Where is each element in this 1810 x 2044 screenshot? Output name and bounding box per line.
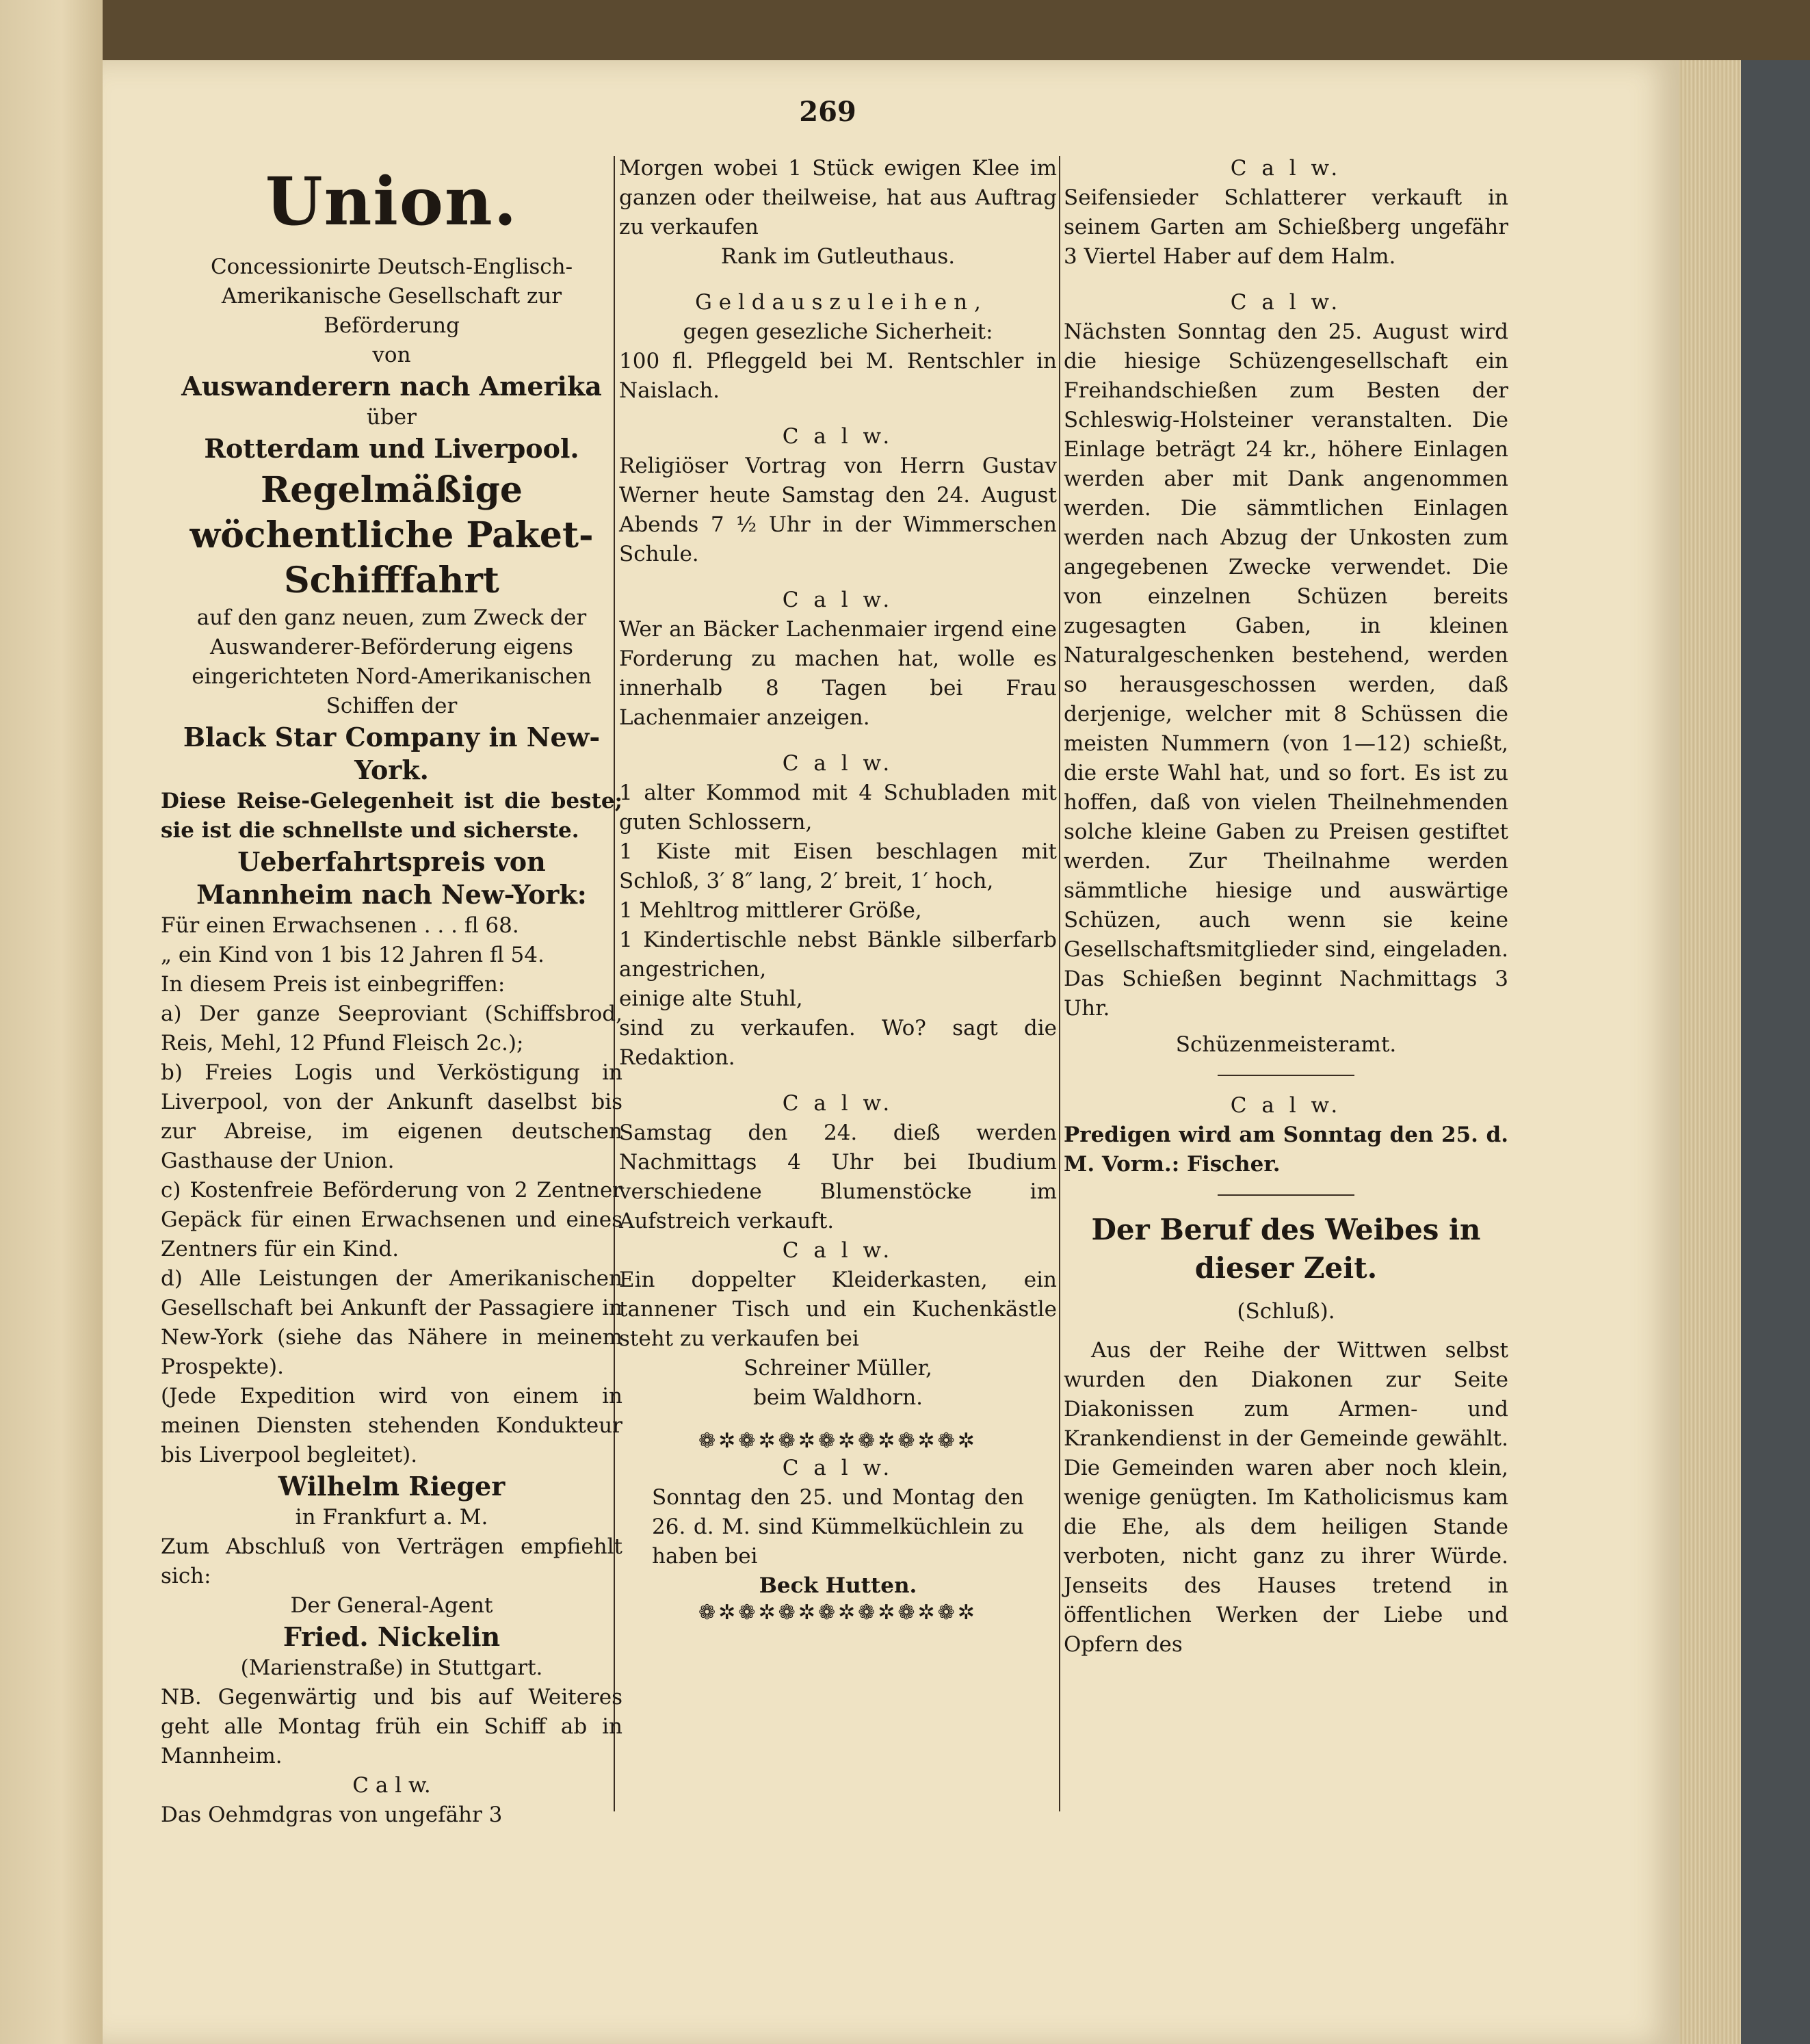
item-d: d) Alle Leistungen der Amerikanischen Gesellschaft bei Ankunft der Passagiere in New-York (siehe das Nähere in meinem Prospekte). xyxy=(161,1266,622,1379)
column-2 xyxy=(619,154,1057,1625)
item-a: a) Der ganze Seeproviant (Schiffsbrod, Reis, Mehl, 12 Pfund Fleisch 2c.); xyxy=(161,1001,622,1056)
agent-city: in Frankfurt a. M. xyxy=(295,1505,488,1530)
union-subtitle: Concessionirte Deutsch-Englisch-Amerikanische Gesellschaft zur Beförderung xyxy=(210,254,573,338)
sale-item-5: einige alte Stuhl, xyxy=(619,986,803,1011)
blumen-text: Samstag den 24. dieß werden Nachmittags 4 Uhr bei Ibudium verschiedene Blumenstöcke im Aufstreich verkauft. xyxy=(619,1121,1057,1233)
predigen-text: Predigen wird am Sonntag den 25. d. M. Vorm.: Fischer. xyxy=(1064,1123,1508,1177)
ornament-border-bottom: ❁✲❁✲❁✲❁✲❁✲❁✲❁✲ xyxy=(698,1601,978,1625)
column-rule-2 xyxy=(1059,156,1060,1811)
schiessen-text: Nächsten Sonntag den 25. August wird die hiesige Schüzengesellschaft ein Freihandschießen zum Besten der Schleswig-Holsteiner veranstalten. Die Einlage beträgt 24 kr., höhere Einlagen werden aber mit Dank angenommen werden. Die sämmtlichen Einlagen werden nach Abzug der Unkosten zum angegebenen Zwecke verwendet. Die von einzelnen Schüzen bereits zugesagten Gaben, in kleinen Naturalgeschenken bestehend, werden so herausgeschossen werden, daß derjenige, welcher mit 8 Schüssen die meisten Nummern (von 1—12) schießt, die erste Wahl hat, und so fort. Es ist zu hoffen, daß von vielen Theilnehmenden solche kleine Gaben zu Preisen gestiftet werden. Zur Theilnahme werden sämmtliche hiesige und auswärtige Schüzen, auch wenn sie keine Gesellschaftsmitglieder sind, eingeladen. Das Schießen beginnt Nachmittags 3 Uhr. xyxy=(1064,319,1508,1021)
ornamental-box xyxy=(619,1429,1057,1625)
expedition-text: (Jede Expedition wird von einem in meinen Diensten stehenden Kondukteur bis Liverpool begleitet). xyxy=(161,1384,622,1467)
ueber-text: über xyxy=(367,405,417,430)
calw-heading: C a l w. xyxy=(782,1091,894,1116)
section-divider xyxy=(1218,1075,1354,1076)
company-name: Black Star Company in New-York. xyxy=(183,722,601,785)
calw-heading: C a l w. xyxy=(352,1773,431,1798)
page-stack-edge xyxy=(1679,60,1741,2044)
geld-heading: G e l d a u s z u l e i h e n , xyxy=(695,290,981,315)
contracts-text: Zum Abschluß von Verträgen empfiehlt sich: xyxy=(161,1534,622,1588)
schiessen-sign: Schüzenmeisteramt. xyxy=(1175,1032,1397,1057)
vortrag-text: Religiöser Vortrag von Herrn Gustav Werner heute Samstag den 24. August Abends 7 ½ Uhr in der Wimmerschen Schule. xyxy=(619,454,1057,566)
oehmdgras-text: Das Oehmdgras von ungefähr 3 xyxy=(161,1803,503,1827)
intro-text: auf den ganz neuen, zum Zweck der Auswanderer-Beförderung eigens eingerichteten Nord-Amerikanischen Schiffen der xyxy=(192,605,592,718)
union-title: Union. xyxy=(265,163,519,240)
claim-text: Diese Reise-Gelegenheit ist die beste; sie ist die schnellste und sicherste. xyxy=(161,789,622,843)
section-divider xyxy=(1218,1194,1354,1196)
klee-sign: Rank im Gutleuthaus. xyxy=(720,244,956,269)
route-heading: Rotterdam und Liverpool. xyxy=(204,433,579,464)
haber-text: Seifensieder Schlatterer verkauft in seinem Garten am Schießberg ungefähr 3 Viertel Haber auf dem Halm. xyxy=(1064,185,1508,269)
article-title: Der Beruf des Weibes in dieser Zeit. xyxy=(1091,1213,1481,1285)
nb-text: NB. Gegenwärtig und bis auf Weiteres geht alle Montag früh ein Schiff ab in Mannheim. xyxy=(161,1685,622,1768)
calw-heading: C a l w. xyxy=(782,1456,894,1480)
price-adult: Für einen Erwachsenen . . . fl 68. xyxy=(161,913,519,938)
calw-heading: C a l w. xyxy=(782,1238,894,1263)
calw-heading: C a l w. xyxy=(782,588,894,612)
sale-item-3: 1 Mehltrog mittlerer Größe, xyxy=(619,898,922,923)
schifffahrt-headline: Regelmäßige wöchentliche Paket-Schifffahrt xyxy=(189,469,594,601)
sale-end: sind zu verkaufen. Wo? sagt die Redaktion. xyxy=(619,1016,1057,1070)
calw-heading: C a l w. xyxy=(1230,290,1342,315)
ornament-border-top: ❁✲❁✲❁✲❁✲❁✲❁✲❁✲ xyxy=(698,1429,978,1453)
agent-name: Wilhelm Rieger xyxy=(278,1471,506,1502)
kasten-sign-2: beim Waldhorn. xyxy=(752,1385,923,1410)
klee-text: Morgen wobei 1 Stück ewigen Klee im ganzen oder theilweise, hat aus Auftrag zu verkaufen xyxy=(619,156,1057,239)
calw-heading: C a l w. xyxy=(1230,1093,1342,1118)
calw-heading: C a l w. xyxy=(782,751,894,776)
general-agent-label: Der General-Agent xyxy=(290,1593,493,1618)
sale-item-1: 1 alter Kommod mit 4 Schubladen mit guten Schlossern, xyxy=(619,781,1057,835)
column-1 xyxy=(161,154,622,1830)
column-3 xyxy=(1064,154,1508,1660)
von-text: von xyxy=(372,343,411,367)
article-subtitle: (Schluß). xyxy=(1237,1299,1335,1324)
article-text: Aus der Reihe der Wittwen selbst wurden den Diakonen zur Seite Diakonissen zum Armen- und Krankendienst in der Gemeinde gewählt. Die Gemeinden waren aber noch klein, wenige genügten. Im Katholicismus kam die Ehe, als dem heiligen Stande verboten, nicht ganz zu ihrer Würde. Jenseits des Hauses tretend in öffentlichen Werken der Liebe und Opfern des xyxy=(1064,1338,1508,1657)
page-number: 269 xyxy=(799,96,856,128)
calw-heading: C a l w. xyxy=(1230,156,1342,181)
kasten-sign-1: Schreiner Müller, xyxy=(744,1356,932,1380)
geld-subheading: gegen gesezliche Sicherheit: xyxy=(683,319,993,344)
sale-item-2: 1 Kiste mit Eisen beschlagen mit Schloß, 3′ 8″ lang, 2′ breit, 1′ hoch, xyxy=(619,839,1057,893)
item-c: c) Kostenfreie Beförderung von 2 Zentner Gepäck für einen Erwachsenen und eines Zentners für ein Kind. xyxy=(161,1178,622,1261)
kuechlein-text: Sonntag den 25. und Montag den 26. d. M. sind Kümmelküchlein zu haben bei xyxy=(652,1485,1024,1569)
general-agent-address: (Marienstraße) in Stuttgart. xyxy=(240,1655,543,1680)
book-cover xyxy=(1741,60,1810,2044)
kasten-text: Ein doppelter Kleiderkasten, ein tannener Tisch und ein Kuchenkästle steht zu verkaufen bei xyxy=(619,1268,1057,1351)
price-heading: Ueberfahrtspreis von Mannheim nach New-York: xyxy=(196,846,587,910)
kuechlein-sign: Beck Hutten. xyxy=(759,1573,917,1598)
baecker-text: Wer an Bäcker Lachenmaier irgend eine Forderung zu machen hat, wolle es innerhalb 8 Tagen bei Frau Lachenmaier anzeigen. xyxy=(619,617,1057,730)
geld-text: 100 fl. Pfleggeld bei M. Rentschler in Naislach. xyxy=(619,349,1057,403)
previous-page-edge xyxy=(0,0,103,2044)
general-agent-name: Fried. Nickelin xyxy=(283,1621,501,1652)
auswanderer-heading: Auswanderern nach Amerika xyxy=(181,371,602,402)
included-text: In diesem Preis ist einbegriffen: xyxy=(161,972,506,997)
sale-item-4: 1 Kindertischle nebst Bänkle silberfarb angestrichen, xyxy=(619,928,1057,982)
price-child: „ ein Kind von 1 bis 12 Jahren fl 54. xyxy=(161,943,545,967)
item-b: b) Freies Logis und Verköstigung in Liverpool, von der Ankunft daselbst bis zur Abreise, im eigenen deutschen Gasthause der Union. xyxy=(161,1060,622,1173)
calw-heading: C a l w. xyxy=(782,424,894,449)
